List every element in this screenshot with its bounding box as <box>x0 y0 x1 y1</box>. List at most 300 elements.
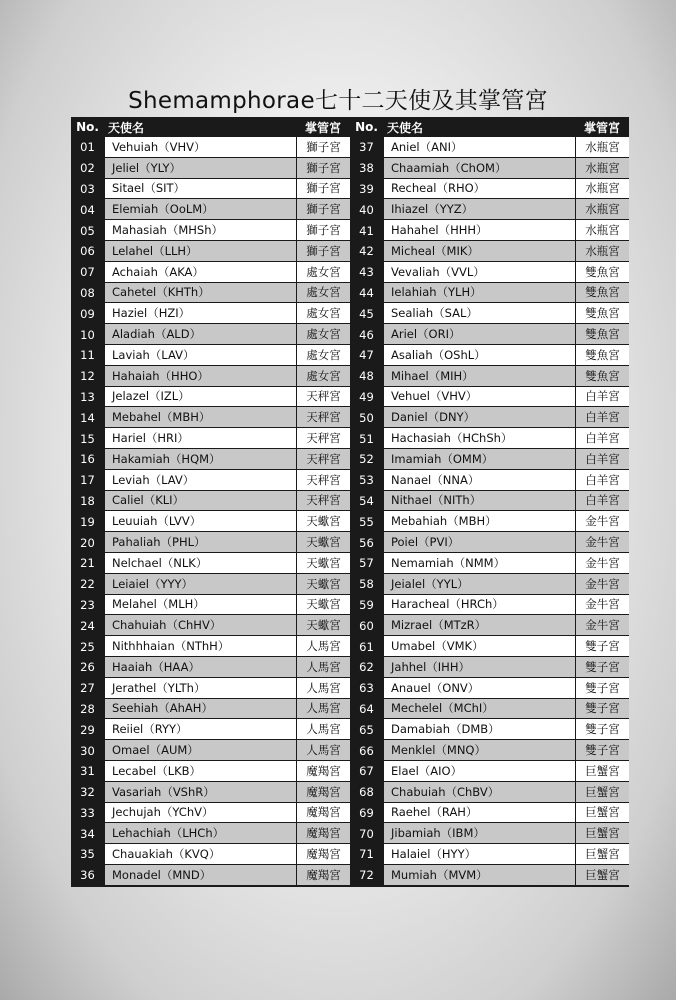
table-row <box>71 449 350 470</box>
cell-house: 天蠍宮 <box>296 574 350 595</box>
cell-house: 獅子宮 <box>296 199 350 220</box>
table-row <box>350 782 629 803</box>
cell-name: Micheal（MIK） <box>383 241 575 262</box>
cell-house: 天秤宮 <box>296 470 350 491</box>
cell-no: 24 <box>71 615 104 636</box>
cell-name: Haaiah（HAA） <box>104 657 296 678</box>
table-row <box>350 678 629 699</box>
table-row <box>71 491 350 512</box>
cell-name: Reiiel（RYY） <box>104 719 296 740</box>
table-row <box>71 220 350 241</box>
cell-name: Ariel（ORI） <box>383 324 575 345</box>
cell-name: Nemamiah（NMM） <box>383 553 575 574</box>
cell-no: 08 <box>71 283 104 304</box>
cell-no: 27 <box>71 678 104 699</box>
table-row <box>71 158 350 179</box>
cell-no: 01 <box>71 137 104 158</box>
cell-house: 人馬宮 <box>296 719 350 740</box>
cell-no: 71 <box>350 844 383 865</box>
cell-no: 62 <box>350 657 383 678</box>
cell-name: Aladiah（ALD） <box>104 324 296 345</box>
cell-house: 金牛宮 <box>575 595 629 616</box>
cell-no: 12 <box>71 366 104 387</box>
cell-house: 魔羯宮 <box>296 865 350 886</box>
cell-house: 人馬宮 <box>296 657 350 678</box>
table-row <box>71 303 350 324</box>
table-row <box>350 449 629 470</box>
cell-house: 白羊宮 <box>575 470 629 491</box>
cell-house: 巨蟹宮 <box>575 782 629 803</box>
table-row <box>71 615 350 636</box>
table-row <box>71 636 350 657</box>
cell-no: 22 <box>71 574 104 595</box>
table-header-row <box>350 117 629 137</box>
table-row <box>71 283 350 304</box>
cell-name: Jelazel（IZL） <box>104 387 296 408</box>
cell-name: Mebahiah（MBH） <box>383 511 575 532</box>
header-house: 掌管宮 <box>296 117 350 137</box>
cell-house: 處女宮 <box>296 262 350 283</box>
cell-name: Omael（AUM） <box>104 740 296 761</box>
table-row <box>71 324 350 345</box>
cell-no: 41 <box>350 220 383 241</box>
cell-name: Aniel（ANI） <box>383 137 575 158</box>
cell-house: 水瓶宮 <box>575 241 629 262</box>
cell-name: Hariel（HRI） <box>104 428 296 449</box>
cell-no: 28 <box>71 699 104 720</box>
table-row <box>71 678 350 699</box>
table-row <box>71 657 350 678</box>
table-row <box>71 699 350 720</box>
cell-no: 53 <box>350 470 383 491</box>
cell-name: Vehuel（VHV） <box>383 387 575 408</box>
cell-house: 巨蟹宮 <box>575 823 629 844</box>
cell-house: 雙子宮 <box>575 657 629 678</box>
cell-name: Raehel（RAH） <box>383 803 575 824</box>
cell-house: 魔羯宮 <box>296 761 350 782</box>
table-row <box>71 865 350 886</box>
cell-name: Asaliah（OShL） <box>383 345 575 366</box>
header-name: 天使名 <box>104 117 296 137</box>
cell-house: 雙魚宮 <box>575 324 629 345</box>
cell-house: 雙魚宮 <box>575 283 629 304</box>
cell-name: Jibamiah（IBM） <box>383 823 575 844</box>
cell-no: 57 <box>350 553 383 574</box>
table-row <box>350 615 629 636</box>
table-row <box>350 428 629 449</box>
table-row <box>350 719 629 740</box>
cell-house: 天秤宮 <box>296 407 350 428</box>
cell-name: Hachasiah（HChSh） <box>383 428 575 449</box>
cell-house: 天蠍宮 <box>296 615 350 636</box>
cell-name: Sitael（SIT） <box>104 179 296 200</box>
table-row <box>350 844 629 865</box>
table-row <box>71 782 350 803</box>
cell-name: Lelahel（LLH） <box>104 241 296 262</box>
cell-house: 人馬宮 <box>296 678 350 699</box>
cell-no: 54 <box>350 491 383 512</box>
table-row <box>71 803 350 824</box>
cell-house: 巨蟹宮 <box>575 803 629 824</box>
cell-house: 處女宮 <box>296 345 350 366</box>
cell-house: 天蠍宮 <box>296 532 350 553</box>
table-row <box>71 511 350 532</box>
cell-name: Nanael（NNA） <box>383 470 575 491</box>
table-row <box>350 345 629 366</box>
cell-no: 02 <box>71 158 104 179</box>
page-title: Shemamphorae七十二天使及其掌管宮 <box>128 88 548 114</box>
cell-house: 金牛宮 <box>575 553 629 574</box>
table-row <box>350 303 629 324</box>
table-row <box>71 595 350 616</box>
cell-house: 處女宮 <box>296 324 350 345</box>
cell-name: Haziel（HZI） <box>104 303 296 324</box>
cell-house: 雙魚宮 <box>575 345 629 366</box>
cell-no: 40 <box>350 199 383 220</box>
cell-name: Hahaiah（HHO） <box>104 366 296 387</box>
cell-name: Damabiah（DMB） <box>383 719 575 740</box>
header-name: 天使名 <box>383 117 575 137</box>
cell-house: 水瓶宮 <box>575 220 629 241</box>
table-header-row <box>71 117 350 137</box>
cell-no: 23 <box>71 595 104 616</box>
cell-no: 15 <box>71 428 104 449</box>
cell-no: 60 <box>350 615 383 636</box>
table-row <box>350 657 629 678</box>
cell-no: 38 <box>350 158 383 179</box>
cell-house: 白羊宮 <box>575 449 629 470</box>
cell-name: Jahhel（IHH） <box>383 657 575 678</box>
cell-house: 水瓶宮 <box>575 199 629 220</box>
cell-name: Melahel（MLH） <box>104 595 296 616</box>
table-row <box>71 241 350 262</box>
cell-house: 人馬宮 <box>296 636 350 657</box>
table-row <box>71 428 350 449</box>
table-row <box>71 823 350 844</box>
cell-no: 70 <box>350 823 383 844</box>
cell-name: Jerathel（YLTh） <box>104 678 296 699</box>
cell-no: 45 <box>350 303 383 324</box>
cell-name: Jeialel（YYL） <box>383 574 575 595</box>
cell-name: Leiaiel（YYY） <box>104 574 296 595</box>
cell-name: Hahahel（HHH） <box>383 220 575 241</box>
table-row <box>350 262 629 283</box>
cell-house: 魔羯宮 <box>296 844 350 865</box>
cell-house: 雙子宮 <box>575 636 629 657</box>
cell-house: 金牛宮 <box>575 532 629 553</box>
cell-name: Menklel（MNQ） <box>383 740 575 761</box>
cell-name: Monadel（MND） <box>104 865 296 886</box>
cell-no: 36 <box>71 865 104 886</box>
cell-no: 72 <box>350 865 383 886</box>
cell-house: 巨蟹宮 <box>575 865 629 886</box>
table-row <box>350 553 629 574</box>
cell-no: 35 <box>71 844 104 865</box>
cell-house: 水瓶宮 <box>575 137 629 158</box>
cell-name: Chahuiah（ChHV） <box>104 615 296 636</box>
cell-no: 07 <box>71 262 104 283</box>
cell-name: Jeliel（YLY） <box>104 158 296 179</box>
table-left-half <box>71 117 350 886</box>
cell-no: 29 <box>71 719 104 740</box>
table-row <box>350 491 629 512</box>
table-row <box>71 844 350 865</box>
cell-name: Pahaliah（PHL） <box>104 532 296 553</box>
cell-house: 金牛宮 <box>575 511 629 532</box>
cell-house: 天蠍宮 <box>296 511 350 532</box>
header-house: 掌管宮 <box>575 117 629 137</box>
cell-no: 11 <box>71 345 104 366</box>
cell-no: 18 <box>71 491 104 512</box>
cell-no: 31 <box>71 761 104 782</box>
table-row <box>71 553 350 574</box>
cell-house: 白羊宮 <box>575 387 629 408</box>
cell-no: 66 <box>350 740 383 761</box>
table-row <box>350 823 629 844</box>
cell-name: Leviah（LAV） <box>104 470 296 491</box>
table-row <box>350 199 629 220</box>
table-row <box>350 387 629 408</box>
cell-name: Mebahel（MBH） <box>104 407 296 428</box>
cell-name: Mechelel（MChI） <box>383 699 575 720</box>
cell-name: Sealiah（SAL） <box>383 303 575 324</box>
cell-no: 33 <box>71 803 104 824</box>
cell-no: 34 <box>71 823 104 844</box>
cell-name: Lehachiah（LHCh） <box>104 823 296 844</box>
cell-no: 68 <box>350 782 383 803</box>
cell-house: 天蠍宮 <box>296 553 350 574</box>
cell-no: 50 <box>350 407 383 428</box>
cell-name: Elemiah（OoLM） <box>104 199 296 220</box>
table-row <box>71 574 350 595</box>
cell-no: 04 <box>71 199 104 220</box>
angels-table <box>71 117 629 887</box>
table-row <box>350 511 629 532</box>
table-row <box>350 865 629 886</box>
cell-name: Imamiah（OMM） <box>383 449 575 470</box>
cell-house: 雙子宮 <box>575 699 629 720</box>
table-row <box>350 137 629 158</box>
cell-no: 21 <box>71 553 104 574</box>
cell-house: 金牛宮 <box>575 615 629 636</box>
cell-house: 魔羯宮 <box>296 803 350 824</box>
table-row <box>350 595 629 616</box>
cell-name: Chauakiah（KVQ） <box>104 844 296 865</box>
cell-name: Nithael（NITh） <box>383 491 575 512</box>
table-row <box>71 532 350 553</box>
table-row <box>71 137 350 158</box>
cell-house: 巨蟹宮 <box>575 844 629 865</box>
cell-no: 19 <box>71 511 104 532</box>
cell-house: 雙子宮 <box>575 740 629 761</box>
cell-house: 獅子宮 <box>296 179 350 200</box>
cell-name: Chaamiah（ChOM） <box>383 158 575 179</box>
cell-name: Vasariah（VShR） <box>104 782 296 803</box>
cell-no: 52 <box>350 449 383 470</box>
cell-no: 51 <box>350 428 383 449</box>
cell-name: Seehiah（AhAH） <box>104 699 296 720</box>
table-row <box>350 761 629 782</box>
cell-house: 雙魚宮 <box>575 262 629 283</box>
cell-no: 55 <box>350 511 383 532</box>
cell-no: 56 <box>350 532 383 553</box>
table-row <box>71 199 350 220</box>
table-row <box>71 345 350 366</box>
cell-no: 39 <box>350 179 383 200</box>
table-row <box>350 532 629 553</box>
table-row <box>71 262 350 283</box>
header-no: No. <box>71 117 104 137</box>
table-row <box>350 699 629 720</box>
cell-house: 白羊宮 <box>575 428 629 449</box>
cell-no: 37 <box>350 137 383 158</box>
table-row <box>350 407 629 428</box>
table-row <box>350 179 629 200</box>
cell-name: Poiel（PVI） <box>383 532 575 553</box>
cell-no: 06 <box>71 241 104 262</box>
cell-no: 13 <box>71 387 104 408</box>
table-row <box>350 158 629 179</box>
table-row <box>350 470 629 491</box>
table-row <box>71 761 350 782</box>
cell-no: 46 <box>350 324 383 345</box>
cell-name: Mahasiah（MHSh） <box>104 220 296 241</box>
cell-house: 水瓶宮 <box>575 158 629 179</box>
cell-house: 雙魚宮 <box>575 303 629 324</box>
cell-no: 49 <box>350 387 383 408</box>
cell-house: 白羊宮 <box>575 407 629 428</box>
cell-name: Vevaliah（VVL） <box>383 262 575 283</box>
cell-name: Ihiazel（YYZ） <box>383 199 575 220</box>
cell-name: Nelchael（NLK） <box>104 553 296 574</box>
cell-no: 26 <box>71 657 104 678</box>
table-right-half <box>350 117 629 886</box>
cell-house: 雙子宮 <box>575 719 629 740</box>
cell-no: 14 <box>71 407 104 428</box>
cell-name: Jechujah（YChV） <box>104 803 296 824</box>
cell-name: Leuuiah（LVV） <box>104 511 296 532</box>
cell-name: Elael（AIO） <box>383 761 575 782</box>
cell-name: Recheal（RHO） <box>383 179 575 200</box>
table-row <box>71 470 350 491</box>
cell-name: Halaiel（HYY） <box>383 844 575 865</box>
cell-name: Caliel（KLI） <box>104 491 296 512</box>
cell-house: 天秤宮 <box>296 491 350 512</box>
cell-name: Achaiah（AKA） <box>104 262 296 283</box>
cell-house: 人馬宮 <box>296 740 350 761</box>
cell-no: 30 <box>71 740 104 761</box>
cell-house: 處女宮 <box>296 366 350 387</box>
cell-house: 獅子宮 <box>296 137 350 158</box>
cell-house: 天秤宮 <box>296 449 350 470</box>
cell-name: Ielahiah（YLH） <box>383 283 575 304</box>
cell-no: 03 <box>71 179 104 200</box>
cell-no: 17 <box>71 470 104 491</box>
cell-no: 05 <box>71 220 104 241</box>
cell-house: 獅子宮 <box>296 241 350 262</box>
cell-name: Chabuiah（ChBV） <box>383 782 575 803</box>
table-row <box>71 387 350 408</box>
cell-house: 人馬宮 <box>296 699 350 720</box>
cell-name: Cahetel（KHTh） <box>104 283 296 304</box>
cell-name: Mihael（MIH） <box>383 366 575 387</box>
cell-no: 32 <box>71 782 104 803</box>
cell-no: 44 <box>350 283 383 304</box>
cell-name: Vehuiah（VHV） <box>104 137 296 158</box>
cell-no: 43 <box>350 262 383 283</box>
cell-house: 處女宮 <box>296 283 350 304</box>
cell-no: 63 <box>350 678 383 699</box>
table-row <box>350 740 629 761</box>
cell-name: Hakamiah（HQM） <box>104 449 296 470</box>
cell-house: 巨蟹宮 <box>575 761 629 782</box>
cell-house: 處女宮 <box>296 303 350 324</box>
table-row <box>350 283 629 304</box>
cell-no: 61 <box>350 636 383 657</box>
cell-no: 16 <box>71 449 104 470</box>
cell-no: 65 <box>350 719 383 740</box>
cell-house: 雙子宮 <box>575 678 629 699</box>
cell-house: 白羊宮 <box>575 491 629 512</box>
cell-name: Umabel（VMK） <box>383 636 575 657</box>
cell-house: 獅子宮 <box>296 220 350 241</box>
cell-no: 09 <box>71 303 104 324</box>
table-row <box>350 803 629 824</box>
cell-no: 67 <box>350 761 383 782</box>
cell-no: 58 <box>350 574 383 595</box>
cell-no: 64 <box>350 699 383 720</box>
cell-house: 魔羯宮 <box>296 782 350 803</box>
header-no: No. <box>350 117 383 137</box>
table-row <box>350 636 629 657</box>
cell-house: 魔羯宮 <box>296 823 350 844</box>
cell-house: 金牛宮 <box>575 574 629 595</box>
table-row <box>71 366 350 387</box>
table-row <box>71 179 350 200</box>
cell-name: Daniel（DNY） <box>383 407 575 428</box>
cell-no: 59 <box>350 595 383 616</box>
cell-no: 47 <box>350 345 383 366</box>
cell-house: 水瓶宮 <box>575 179 629 200</box>
cell-house: 獅子宮 <box>296 158 350 179</box>
cell-name: Mizrael（MTzR） <box>383 615 575 636</box>
cell-no: 42 <box>350 241 383 262</box>
cell-house: 天秤宮 <box>296 387 350 408</box>
table-row <box>71 407 350 428</box>
cell-name: Haracheal（HRCh） <box>383 595 575 616</box>
cell-name: Lecabel（LKB） <box>104 761 296 782</box>
cell-name: Mumiah（MVM） <box>383 865 575 886</box>
cell-no: 48 <box>350 366 383 387</box>
cell-no: 69 <box>350 803 383 824</box>
cell-no: 10 <box>71 324 104 345</box>
cell-no: 20 <box>71 532 104 553</box>
cell-house: 雙魚宮 <box>575 366 629 387</box>
table-row <box>71 719 350 740</box>
table-row <box>350 366 629 387</box>
table-row <box>350 574 629 595</box>
cell-house: 天蠍宮 <box>296 595 350 616</box>
cell-name: Laviah（LAV） <box>104 345 296 366</box>
cell-no: 25 <box>71 636 104 657</box>
table-row <box>350 324 629 345</box>
table-row <box>350 241 629 262</box>
cell-house: 天秤宮 <box>296 428 350 449</box>
table-row <box>71 740 350 761</box>
cell-name: Nithhhaian（NThH） <box>104 636 296 657</box>
cell-name: Anauel（ONV） <box>383 678 575 699</box>
table-row <box>350 220 629 241</box>
